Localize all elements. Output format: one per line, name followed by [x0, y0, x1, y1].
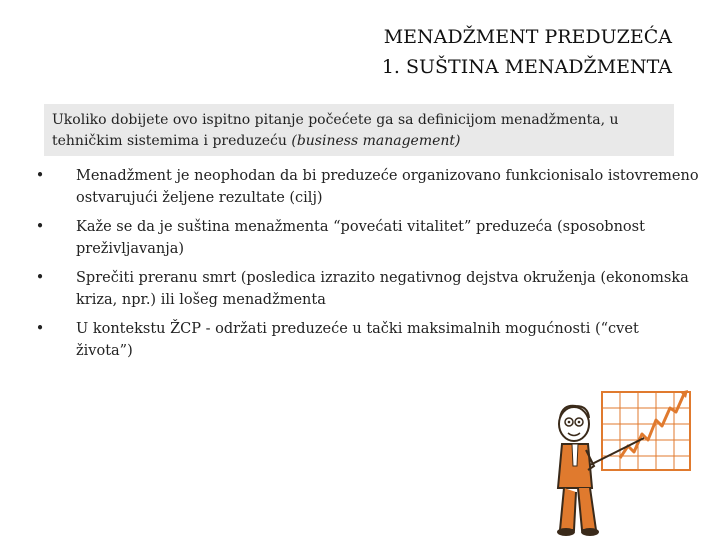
- bullet-icon: •: [35, 270, 45, 286]
- bullet-text: Menadžment je neophodan da bi preduzeće organizovano funkcionisalo istovremeno ostvarujući željene rezultate (cilj): [76, 168, 699, 206]
- bullet-list: [30, 165, 700, 369]
- intro-text: Ukoliko dobijete ovo ispitno pitanje počećete ga sa definicijom menadžmenta, u tehničkim sistemima i preduzeću: [52, 112, 619, 149]
- businessman-growth-chart-icon: [548, 380, 698, 540]
- bullet-icon: •: [35, 168, 45, 184]
- intro-box: [44, 104, 674, 156]
- list-item: [30, 318, 700, 362]
- bullet-icon: •: [35, 219, 45, 235]
- list-item: [30, 165, 700, 209]
- intro-italic: (business management): [291, 133, 461, 149]
- bullet-text: Kaže se da je suština menažmenta “povećati vitalitet” preduzeća (sposobnost preživljavanja): [76, 219, 645, 257]
- title-line-1: MENADŽMENT PREDUZEĆA: [383, 26, 672, 48]
- bullet-text: Sprečiti preranu smrt (posledica izrazito negativnog dejstva okruženja (ekonomska kriza, npr.) ili lošeg menadžmenta: [76, 270, 689, 308]
- bullet-text: U kontekstu ŽCP - održati preduzeće u tački maksimalnih mogućnosti (“cvet života”): [76, 321, 639, 359]
- slide-title: [382, 22, 672, 82]
- bullet-icon: •: [35, 321, 45, 337]
- list-item: [30, 216, 700, 260]
- title-line-2: 1. SUŠTINA MENADŽMENTA: [381, 56, 672, 78]
- list-item: [30, 267, 700, 311]
